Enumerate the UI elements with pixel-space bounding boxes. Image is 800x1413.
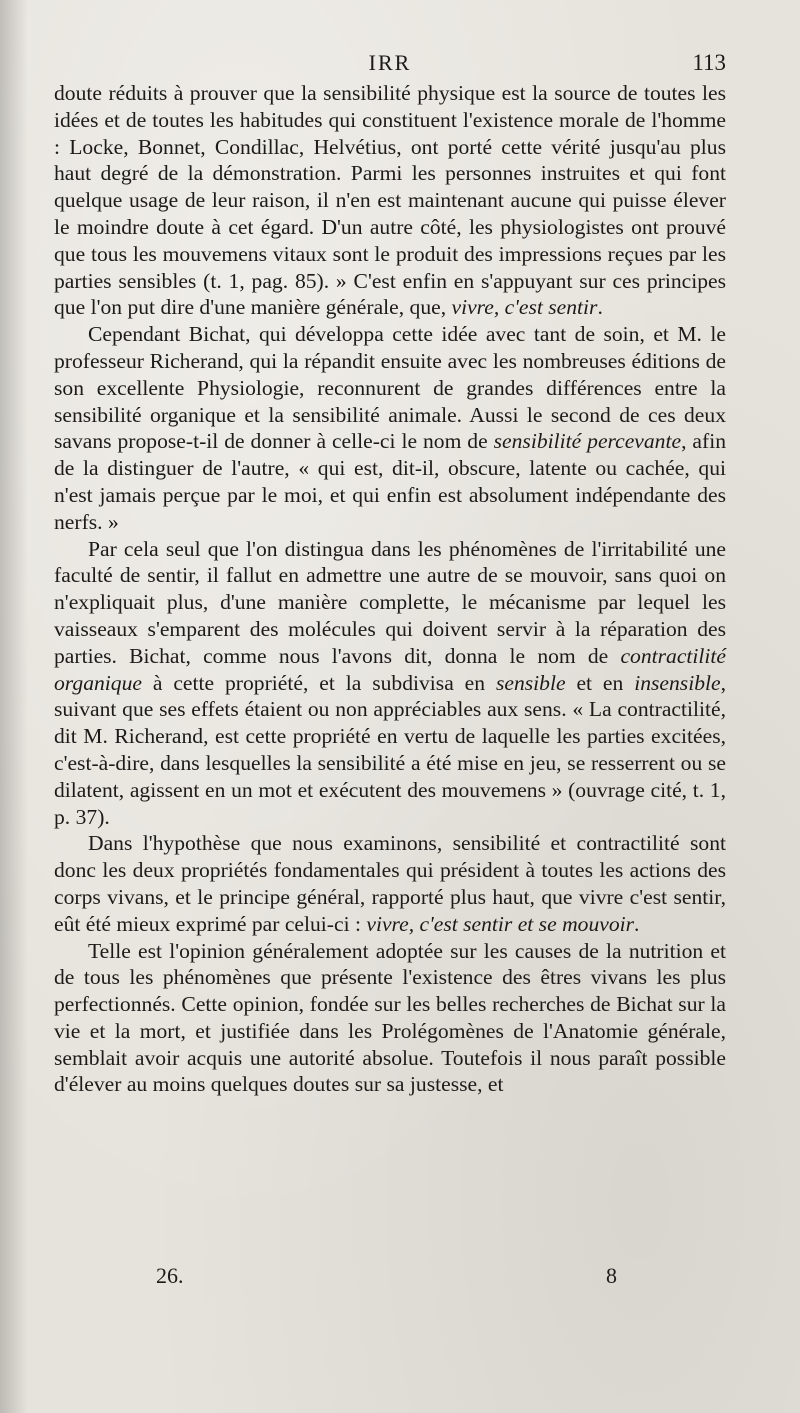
paragraph-1-end: .: [597, 295, 603, 320]
paragraph-4-text: Dans l'hypothèse que nous examinons, sensibilité et contractilité sont donc les deux propriétés fondamentales qui président à toutes les actions des corps vivans, et le principe général, rapporté plus haut, que vivre c'est sentir, eût été mieux exprimé par celui-ci :: [54, 831, 726, 936]
page-footer: [54, 1263, 726, 1293]
paragraph-3: [54, 536, 726, 831]
paragraph-3-text-c: et en: [565, 670, 635, 695]
signature-number: 8: [606, 1263, 617, 1288]
paragraph-3-italic-3: insensible: [634, 670, 721, 695]
paragraph-1-text: doute réduits à prouver que la sensibilité physique est la source de toutes les idées et de toutes les habitudes qui constituent l'existence morale de l'homme : Locke, Bonnet, Condillac, Helvétius, ont porté cette vérité jusqu'au plus haut degré de la démonstration. Parmi les personnes instruites et qui font quelque usage de leur raison, il n'en est maintenant aucune qui puisse élever le moindre doute à cet égard. D'un autre côté, les physiologistes ont prouvé que tous les mouvemens vitaux sont le produit des impressions reçues par les parties sensibles (t. 1, pag. 85). » C'est enfin en s'appuyant sur ces principes que l'on put dire d'une manière générale, que,: [54, 81, 726, 320]
paragraph-3-italic-1: contractilité organique: [54, 643, 726, 695]
paragraph-3-text-a: Par cela seul que l'on distingua dans les phénomènes de l'irritabilité une faculté de sentir, il fallut en admettre une autre de se mouvoir, sans quoi on n'expliquait plus, d'une manière complette, le mécanisme par lequel les vaisseaux s'emparent des molécules qui doivent servir à la réparation des parties. Bichat, comme nous l'avons dit, donna le nom de: [54, 536, 726, 668]
paragraph-2-italic: sensibilité percevante: [493, 429, 682, 454]
paragraph-4-italic: vivre, c'est sentir et se mouvoir: [366, 911, 635, 936]
paragraph-3-text-b: à cette propriété, et la subdivisa en: [141, 670, 496, 695]
paragraph-5: [54, 938, 726, 1099]
paragraph-2: [54, 321, 726, 535]
paragraph-3-italic-2: sensible: [495, 670, 566, 695]
page-number: 113: [692, 50, 726, 75]
signature-mark: 26.: [156, 1263, 184, 1288]
paragraph-4: [54, 830, 726, 937]
paragraph-4-end: .: [634, 911, 640, 936]
running-head: IRR: [368, 50, 412, 75]
body-text: [54, 80, 726, 1098]
paragraph-1-italic: vivre, c'est sentir: [451, 295, 598, 320]
paragraph-2-text-a: Cependant Bichat, qui développa cette idée avec tant de soin, et M. le professeur Richerand, qui la répandit ensuite avec les nombreuses éditions de son excellente Physiologie, reconnurent de grandes différences entre la sensibilité organique et la sensibilité animale. Aussi le second de ces deux savans propose-t-il de donner à celle-ci le nom de: [54, 322, 726, 454]
paragraph-1: [54, 80, 726, 321]
paragraph-5-text: Telle est l'opinion généralement adoptée sur les causes de la nutrition et de tous les phénomènes que présente l'existence des êtres vivans les plus perfectionnés. Cette opinion, fondée sur les belles recherches de Bichat sur la vie et la mort, et justifiée dans les Prolégomènes de l'Anatomie générale, semblait avoir acquis une autorité absolue. Toutefois il nous paraît possible d'élever au moins quelques doutes sur sa justesse, et: [54, 938, 726, 1097]
paragraph-3-text-d: , suivant que ses effets étaient ou non appréciables aux sens. « La contractilité, dit M. Richerand, est cette propriété en vertu de laquelle les parties excitées, c'est-à-dire, dans lesquelles la sensibilité a été mise en jeu, se resserrent ou se dilatent, agissent en un mot et exécutent des mouvemens » (ouvrage cité, t. 1, p. 37).: [54, 670, 726, 829]
spine-shadow: [0, 0, 28, 1413]
paragraph-2-text-b: , afin de la distinguer de l'autre, « qui est, dit-il, obscure, latente ou cachée, qui n'est jamais perçue par le moi, et qui enfin est absolument indépendante des nerfs. »: [54, 429, 726, 534]
